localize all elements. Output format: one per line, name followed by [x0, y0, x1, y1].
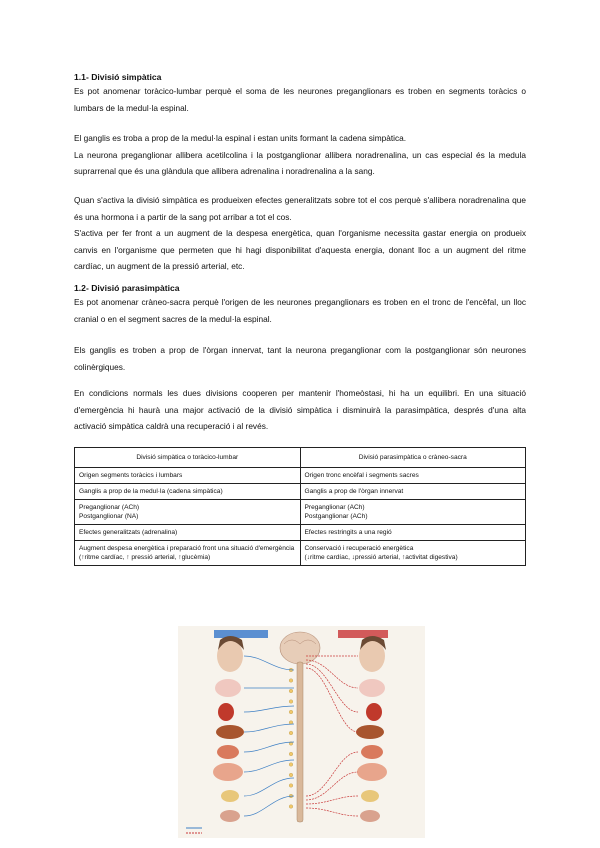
- table-header-row: [75, 448, 526, 468]
- sympathetic-ganglion: [289, 763, 293, 767]
- sympathetic-nerve-line: [244, 742, 294, 752]
- sympathetic-ganglion: [289, 689, 293, 693]
- right-bladder: [361, 790, 379, 802]
- sympathetic-ganglion: [289, 805, 293, 809]
- cell-sympathetic: Ganglis a prop de la medul·la (cadena simpàtica): [75, 484, 301, 500]
- left-lungs: [215, 679, 241, 697]
- paragraph: La neurona preganglionar allibera acetilcolina i la postganglionar allibera noradrenalina, un cas especial és la medula suprarrenal que és una glàndula que allibera adrenalina i noradrenalina a la sang.: [74, 149, 526, 176]
- sympathetic-nerve-line: [244, 778, 294, 796]
- comparison-table: [74, 447, 526, 566]
- sympathetic-ganglion: [289, 784, 293, 788]
- parasympathetic-header-box: [338, 630, 388, 638]
- cell-parasympathetic: Origen tronc encèfal i segments sacres: [300, 468, 526, 484]
- header-parasympathetic: Divisió parasimpàtica o cràneo-sacra: [300, 448, 526, 468]
- table-row: [75, 500, 526, 525]
- table-row: [75, 541, 526, 566]
- left-heart: [218, 703, 234, 721]
- left-liver: [216, 725, 244, 739]
- sympathetic-ganglion: [289, 710, 293, 714]
- sympathetic-nerve-line: [244, 760, 294, 772]
- paragraph-group: [74, 192, 526, 275]
- paragraph-group: [74, 385, 526, 435]
- spinal-cord: [297, 662, 303, 822]
- left-genitals: [220, 810, 240, 822]
- sympathetic-ganglion: [289, 752, 293, 756]
- table-row: [75, 525, 526, 541]
- left-bladder: [221, 790, 239, 802]
- sympathetic-nerve-line: [244, 724, 294, 732]
- right-liver: [356, 725, 384, 739]
- paragraph: Es pot anomenar toràcico-lumbar perquè el soma de les neurones preganglionars es troben en segments toràcics o lumbars de la medul·la espinal.: [74, 86, 526, 113]
- cell-sympathetic: Efectes generalitzats (adrenalina): [75, 525, 301, 541]
- paragraph: Els ganglis es troben a prop de l'òrgan innervat, tant la neurona preganglionar com la postganglionar són neurones colinèrgiques.: [74, 345, 526, 372]
- sympathetic-ganglion: [289, 679, 293, 683]
- paragraph: En condicions normals les dues divisions cooperen per mantenir l'homeòstasi, hi ha un equilibri. En una situació d'emergència hi haurà una major activació de la divisió simpàtica i disminuirà la parasimpàtica, després d'una alta activació simpàtica caldrà una recuperació i al revés.: [74, 388, 526, 431]
- paragraph: Es pot anomenar cràneo-sacra perquè l'origen de les neurones preganglionars es troben en el tronc de l'encèfal, un lloc cranial o en el segment sacres de la medul·la espinal.: [74, 297, 526, 324]
- table-row: [75, 468, 526, 484]
- paragraph-group: [74, 342, 526, 375]
- section-sympathetic: [74, 71, 526, 116]
- parasympathetic-nerve-line: [306, 664, 358, 712]
- sympathetic-ganglion: [289, 700, 293, 704]
- sympathetic-ganglion: [289, 731, 293, 735]
- anatomy-figure: [178, 626, 425, 838]
- paragraph: Quan s'activa la divisió simpàtica es produeixen efectes generalitzats sobre tot el cos perquè s'allibera noradrenalina que és una hormona i a partir de la sang pot arribar a tot el cos.: [74, 195, 526, 222]
- right-lungs: [359, 679, 385, 697]
- left-stomach: [217, 745, 239, 759]
- right-heart: [366, 703, 382, 721]
- parasympathetic-nerve-line: [306, 772, 358, 800]
- header-sympathetic: Divisió simpàtica o toràcico-lumbar: [75, 448, 301, 468]
- cell-parasympathetic: Conservació i recuperació energètica (↓ritme cardíac, ↓pressió arterial, ↑activitat digestiva): [300, 541, 526, 566]
- cell-sympathetic: Preganglionar (ACh) Postganglionar (NA): [75, 500, 301, 525]
- section-title: 1.2- Divisió parasimpàtica: [74, 283, 180, 293]
- parasympathetic-nerve-line: [306, 808, 358, 816]
- section-title: 1.1- Divisió simpàtica: [74, 72, 162, 82]
- parasympathetic-nerve-line: [306, 668, 358, 732]
- section-parasympathetic: [74, 282, 526, 327]
- sympathetic-ganglion: [289, 773, 293, 777]
- parasympathetic-nerve-line: [306, 752, 358, 796]
- autonomic-nervous-system-illustration: [178, 626, 425, 838]
- left-intestine: [213, 763, 243, 781]
- parasympathetic-nerve-line: [306, 660, 358, 688]
- cell-sympathetic: Origen segments toràcics i lumbars: [75, 468, 301, 484]
- cell-parasympathetic: Ganglis a prop de l'òrgan innervat: [300, 484, 526, 500]
- sympathetic-nerve-line: [244, 796, 294, 816]
- right-stomach: [361, 745, 383, 759]
- paragraph-group: [74, 130, 526, 180]
- cell-parasympathetic: Efectes restringits a una regió: [300, 525, 526, 541]
- right-intestine: [357, 763, 387, 781]
- parasympathetic-nerve-line: [306, 796, 358, 804]
- cell-sympathetic: Augment despesa energètica i preparació front una situació d'emergència (↑ritme cardíac, ↑ pressió arterial, ↑glucèmia): [75, 541, 301, 566]
- brain-shape: [280, 632, 320, 664]
- table-row: [75, 484, 526, 500]
- paragraph: El ganglis es troba a prop de la medul·la espinal i estan units formant la cadena simpàtica.: [74, 133, 407, 143]
- sympathetic-chain: [289, 668, 293, 808]
- paragraph: S'activa per fer front a un augment de la despesa energètica, quan l'organisme necessita gastar energia on produeix canvis en l'organisme que permeten que hi hagi disponibilitat d'aquesta energia, donant lloc a un augment del ritme cardíac, un augment de la pressió arterial, etc.: [74, 228, 526, 271]
- sympathetic-nerve-line: [244, 706, 294, 712]
- right-genitals: [360, 810, 380, 822]
- cell-parasympathetic: Preganglionar (ACh) Postganglionar (ACh): [300, 500, 526, 525]
- sympathetic-header-box: [214, 630, 268, 638]
